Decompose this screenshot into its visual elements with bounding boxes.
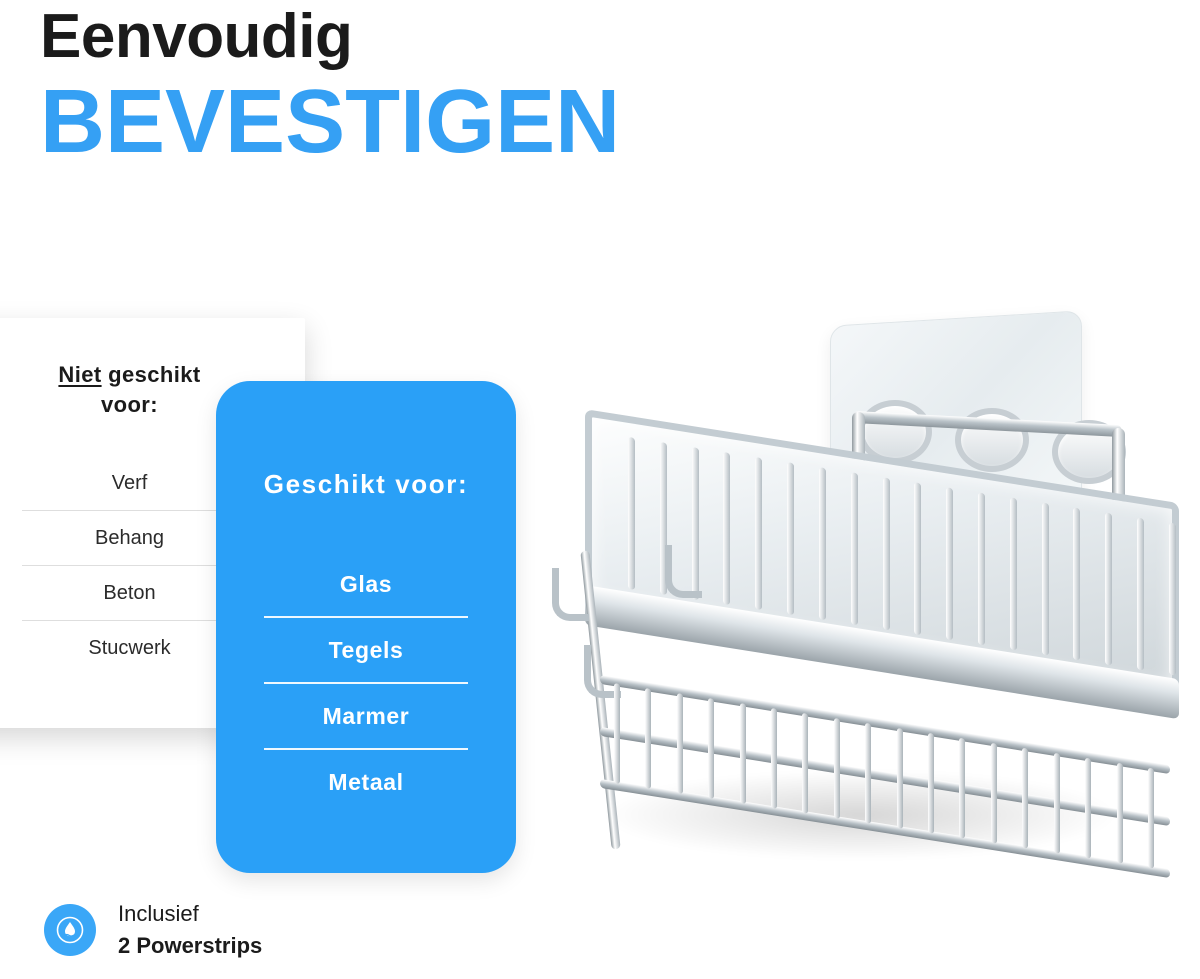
not-suitable-title-rest: geschikt — [101, 362, 201, 387]
headline-block — [40, 0, 800, 170]
shelf-hook-icon — [665, 545, 702, 598]
footer-line-2: 2 Powerstrips — [118, 933, 263, 958]
list-item: Verf — [22, 456, 237, 511]
not-suitable-title-line2: voor: — [101, 392, 158, 417]
list-item: Tegels — [264, 618, 468, 684]
not-suitable-title — [22, 360, 237, 420]
list-item: Beton — [22, 566, 237, 621]
not-suitable-list — [22, 456, 237, 675]
footer-note — [44, 898, 262, 962]
not-suitable-content — [22, 360, 237, 675]
headline-line-2: BEVESTIGEN — [40, 72, 621, 172]
list-item: Marmer — [264, 684, 468, 750]
shelf-hook-icon — [552, 568, 589, 621]
water-drop-badge-icon — [44, 904, 96, 956]
suitable-card — [216, 381, 516, 873]
headline-line-1: Eenvoudig — [40, 2, 353, 71]
footer-line-1: Inclusief — [118, 901, 199, 926]
suitable-list — [264, 552, 468, 814]
product-image — [480, 300, 1200, 910]
list-item: Metaal — [328, 769, 404, 795]
list-item: Behang — [22, 511, 237, 566]
list-item: Stucwerk — [88, 637, 171, 659]
footer-text — [118, 898, 262, 962]
suitable-title: Geschikt voor: — [263, 469, 469, 499]
not-suitable-title-strong: Niet — [58, 362, 102, 387]
list-item: Glas — [264, 552, 468, 618]
